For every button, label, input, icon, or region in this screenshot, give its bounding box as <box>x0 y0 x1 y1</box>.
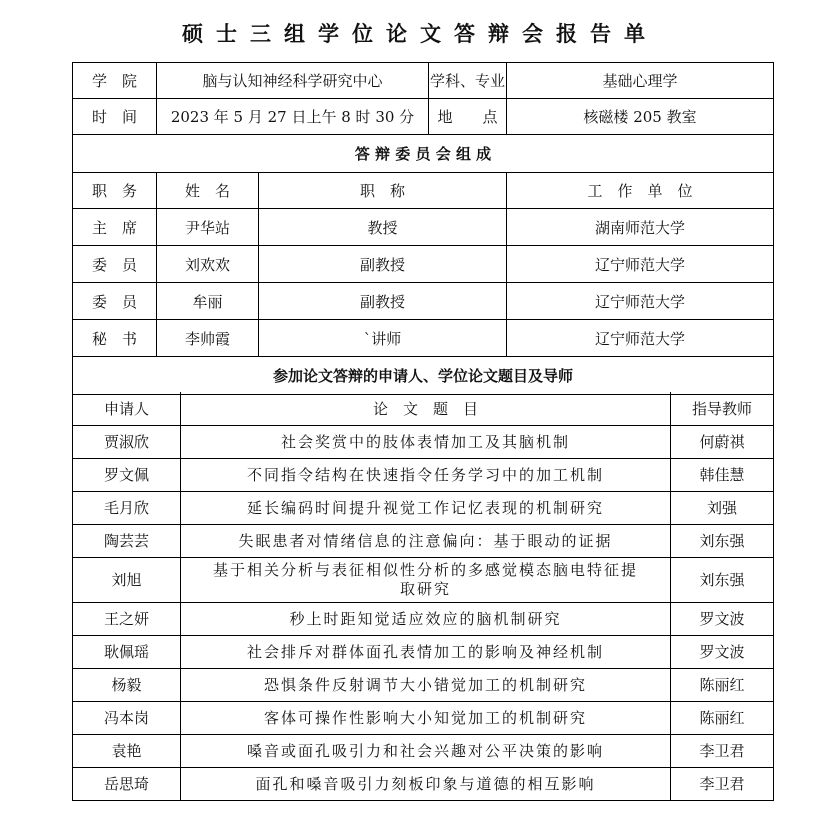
table-row <box>73 701 774 734</box>
applicants-section-row <box>73 357 774 395</box>
applicants-header-row <box>73 392 774 425</box>
thesis-title: 秒上时距知觉适应效应的脑机制研究 <box>181 602 671 635</box>
applicant-name: 耿佩瑶 <box>73 635 181 668</box>
committee-header-unit: 工 作 单 位 <box>507 173 774 209</box>
college-value: 脑与认知神经科学研究中心 <box>157 63 429 99</box>
advisor-name: 刘东强 <box>671 524 774 557</box>
thesis-title: 面孔和嗓音吸引力刻板印象与道德的相互影响 <box>181 767 671 800</box>
applicants-section-title: 参加论文答辩的申请人、学位论文题目及导师 <box>73 357 774 395</box>
member-name: 刘欢欢 <box>157 246 259 283</box>
major-value: 基础心理学 <box>507 63 774 99</box>
advisor-name: 何蔚祺 <box>671 425 774 458</box>
college-label: 学 院 <box>73 63 157 99</box>
applicant-name: 袁艳 <box>73 734 181 767</box>
table-row <box>73 602 774 635</box>
table-row <box>73 491 774 524</box>
table-row <box>73 767 774 800</box>
applicants-header-name: 申请人 <box>73 392 181 425</box>
committee-member-row <box>73 246 774 283</box>
applicant-name: 刘旭 <box>73 557 181 602</box>
committee-header-row <box>73 173 774 209</box>
advisor-name: 李卫君 <box>671 767 774 800</box>
member-role: 主 席 <box>73 209 157 246</box>
committee-member-row <box>73 209 774 246</box>
table-row <box>73 524 774 557</box>
member-role: 委 员 <box>73 246 157 283</box>
advisor-name: 刘东强 <box>671 557 774 602</box>
table-row <box>73 557 774 602</box>
committee-section-title: 答 辩 委 员 会 组 成 <box>73 135 774 173</box>
time-value: 2023 年 5 月 27 日上午 8 时 30 分 <box>157 99 429 135</box>
member-rank: 教授 <box>259 209 507 246</box>
member-name: 尹华站 <box>157 209 259 246</box>
applicants-header-thesis: 论 文 题 目 <box>181 392 671 425</box>
member-role: 秘 书 <box>73 320 157 357</box>
thesis-title: 客体可操作性影响大小知觉加工的机制研究 <box>181 701 671 734</box>
thesis-title: 失眠患者对情绪信息的注意偏向：基于眼动的证据 <box>181 524 671 557</box>
thesis-title: 基于相关分析与表征相似性分析的多感觉模态脑电特征提取研究 <box>181 557 671 602</box>
advisor-name: 罗文波 <box>671 602 774 635</box>
place-label: 地 点 <box>429 99 507 135</box>
member-unit: 湖南师范大学 <box>507 209 774 246</box>
member-rank: 副教授 <box>259 283 507 320</box>
committee-header-name: 姓 名 <box>157 173 259 209</box>
applicant-name: 杨毅 <box>73 668 181 701</box>
committee-member-row <box>73 283 774 320</box>
thesis-title: 不同指令结构在快速指令任务学习中的加工机制 <box>181 458 671 491</box>
thesis-title: 嗓音或面孔吸引力和社会兴趣对公平决策的影响 <box>181 734 671 767</box>
applicants-header-advisor: 指导教师 <box>671 392 774 425</box>
thesis-title: 延长编码时间提升视觉工作记忆表现的机制研究 <box>181 491 671 524</box>
member-unit: 辽宁师范大学 <box>507 246 774 283</box>
table-row <box>73 635 774 668</box>
applicant-name: 毛月欣 <box>73 491 181 524</box>
member-name: 李帅霞 <box>157 320 259 357</box>
applicant-name: 岳思琦 <box>73 767 181 800</box>
page-title: 硕士三组学位论文答辩会报告单 <box>182 22 658 46</box>
advisor-name: 罗文波 <box>671 635 774 668</box>
applicants-table <box>72 392 774 801</box>
major-label: 学科、专业 <box>429 63 507 99</box>
table-row <box>73 425 774 458</box>
info-committee-table <box>72 62 774 395</box>
advisor-name: 陈丽红 <box>671 668 774 701</box>
time-label: 时 间 <box>73 99 157 135</box>
committee-section-row <box>73 135 774 173</box>
committee-member-row <box>73 320 774 357</box>
applicant-name: 冯本岗 <box>73 701 181 734</box>
applicant-name: 贾淑欣 <box>73 425 181 458</box>
table-row <box>73 458 774 491</box>
table-row <box>73 668 774 701</box>
member-rank: 副教授 <box>259 246 507 283</box>
info-row-college <box>73 63 774 99</box>
place-value: 核磁楼 205 教室 <box>507 99 774 135</box>
applicant-name: 陶芸芸 <box>73 524 181 557</box>
member-rank: `讲师 <box>259 320 507 357</box>
table-row <box>73 734 774 767</box>
member-unit: 辽宁师范大学 <box>507 320 774 357</box>
advisor-name: 陈丽红 <box>671 701 774 734</box>
thesis-title: 社会排斥对群体面孔表情加工的影响及神经机制 <box>181 635 671 668</box>
thesis-title: 恐惧条件反射调节大小错觉加工的机制研究 <box>181 668 671 701</box>
member-unit: 辽宁师范大学 <box>507 283 774 320</box>
advisor-name: 李卫君 <box>671 734 774 767</box>
committee-header-rank: 职 称 <box>259 173 507 209</box>
advisor-name: 刘强 <box>671 491 774 524</box>
advisor-name: 韩佳慧 <box>671 458 774 491</box>
thesis-title: 社会奖赏中的肢体表情加工及其脑机制 <box>181 425 671 458</box>
applicant-name: 罗文佩 <box>73 458 181 491</box>
info-row-time <box>73 99 774 135</box>
applicant-name: 王之妍 <box>73 602 181 635</box>
member-name: 牟丽 <box>157 283 259 320</box>
member-role: 委 员 <box>73 283 157 320</box>
committee-header-role: 职 务 <box>73 173 157 209</box>
